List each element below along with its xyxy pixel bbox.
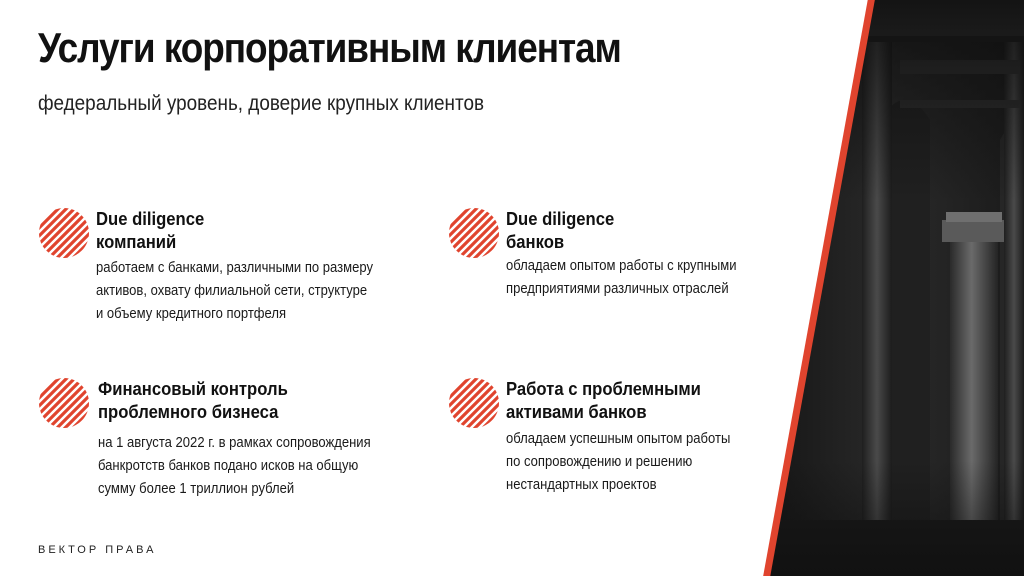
card-heading: Due diligence банков [506,208,615,252]
striped-circle-icon [448,377,500,429]
service-card-due-diligence-companies [38,207,418,327]
page-title: Услуги корпоративным клиентам [38,24,621,71]
card-text: обладаем успешным опытом работы по сопровождению и решению нестандартных проектов [506,431,731,493]
card-heading: Финансовый контроль проблемного бизнеса [98,378,288,422]
striped-circle-icon [38,207,90,259]
brand-logo: ВЕКТОР ПРАВА [38,544,157,556]
service-card-problem-assets [448,377,808,497]
striped-circle-icon [448,207,500,259]
card-text: на 1 августа 2022 г. в рамках сопровождения банкротств банков подано исков на общую сумму более 1 триллион рублей [98,435,371,497]
card-heading: Due diligence компаний [96,208,205,252]
service-card-due-diligence-banks [448,207,808,307]
striped-circle-icon [38,377,90,429]
page-subtitle: федеральный уровень, доверие крупных клиентов [38,92,485,115]
card-heading: Работа с проблемными активами банков [506,378,701,422]
service-card-financial-control [38,377,418,497]
card-text: работаем с банками, различными по размеру активов, охвату филиальной сети, структуре и объему кредитного портфеля [96,260,374,322]
card-text: обладаем опытом работы с крупными предприятиями различных отраслей [506,258,737,297]
